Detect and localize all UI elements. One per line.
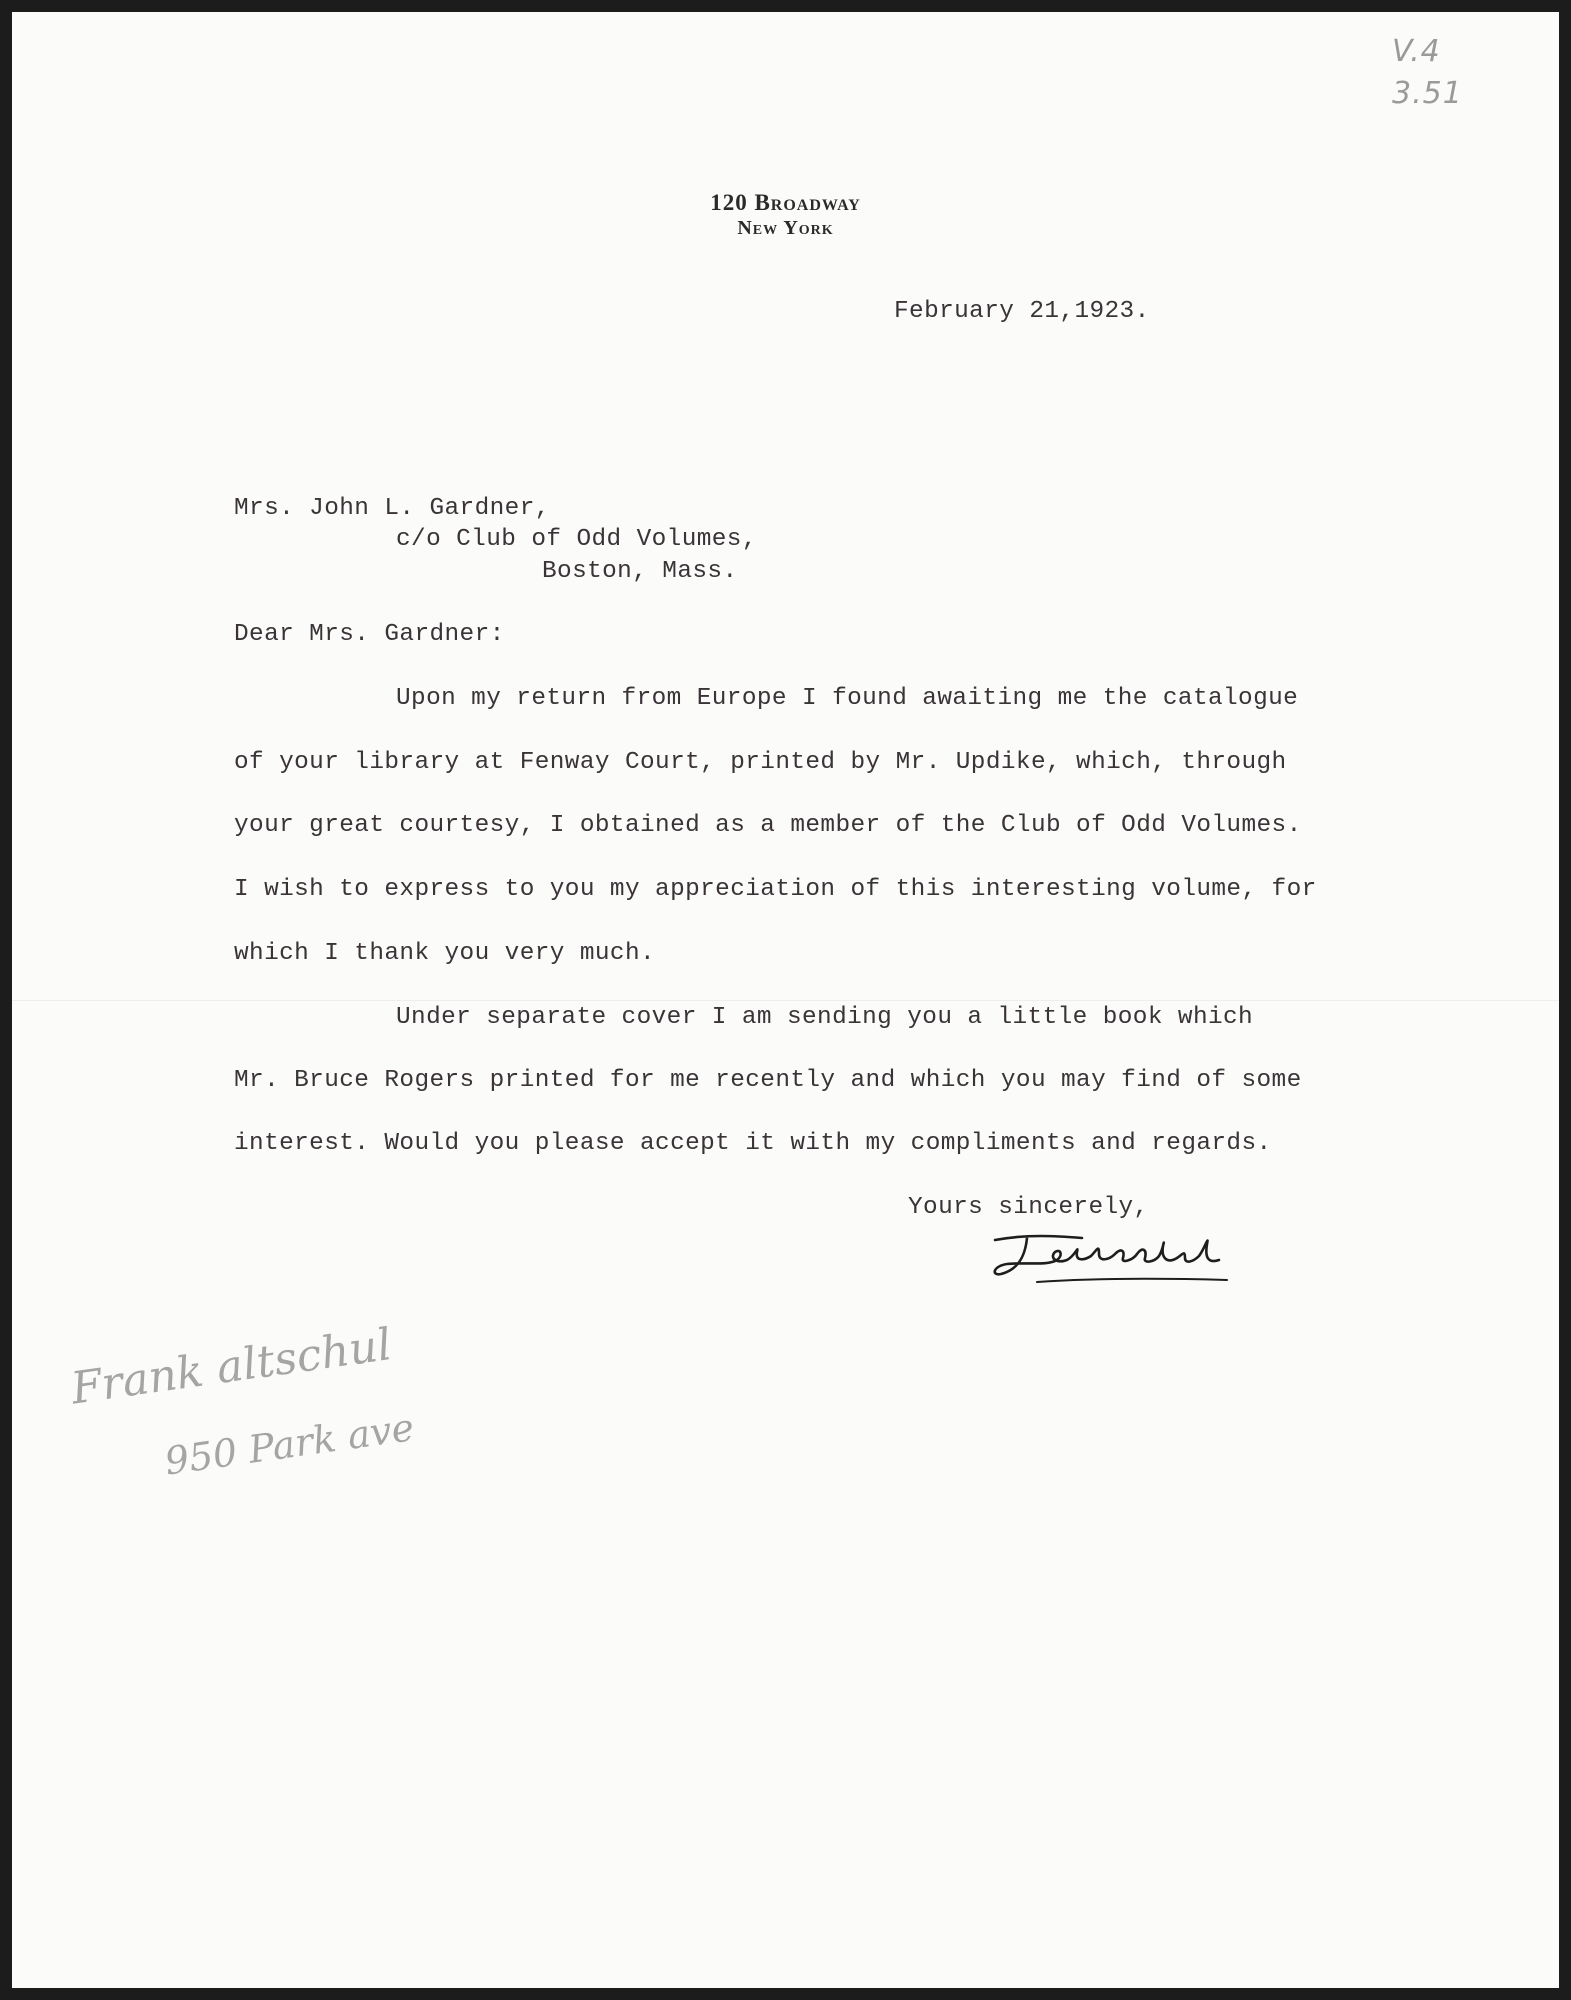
- recipient-line: c/o Club of Odd Volumes,: [396, 526, 757, 553]
- body-line: your great courtesy, I obtained as a member of the Club of Odd Volumes.: [234, 812, 1302, 839]
- body-line: of your library at Fenway Court, printed by Mr. Updike, which, through: [234, 749, 1287, 776]
- body-line: I wish to express to you my appreciation of this interesting volume, for: [234, 876, 1317, 903]
- letter-date: February 21,1923.: [894, 298, 1150, 325]
- archive-mark-number: 3.51: [1392, 76, 1463, 111]
- recipient-line: Mrs. John L. Gardner,: [234, 495, 550, 522]
- recipient-line: Boston, Mass.: [542, 558, 738, 585]
- pencil-note-name: Frank altschul: [68, 1319, 395, 1415]
- signature: [987, 1230, 1287, 1300]
- body-line: which I thank you very much.: [234, 940, 656, 967]
- letter-sheet: [12, 12, 1559, 1988]
- body-line: Upon my return from Europe I found awaiting me the catalogue: [396, 685, 1299, 712]
- fold-line: [12, 1000, 1559, 1001]
- salutation: Dear Mrs. Gardner:: [234, 621, 505, 648]
- body-line: interest. Would you please accept it with my compliments and regards.: [234, 1130, 1272, 1157]
- closing: Yours sincerely,: [908, 1194, 1149, 1221]
- body-line: Under separate cover I am sending you a little book which: [396, 1004, 1254, 1031]
- letterhead-city: New York: [737, 217, 834, 239]
- letterhead-street: 120 Broadway: [710, 190, 861, 215]
- archive-mark-volume: V.4: [1392, 34, 1441, 69]
- body-line: Mr. Bruce Rogers printed for me recently and which you may find of some: [234, 1067, 1302, 1094]
- pencil-note-address: 950 Park ave: [162, 1405, 417, 1484]
